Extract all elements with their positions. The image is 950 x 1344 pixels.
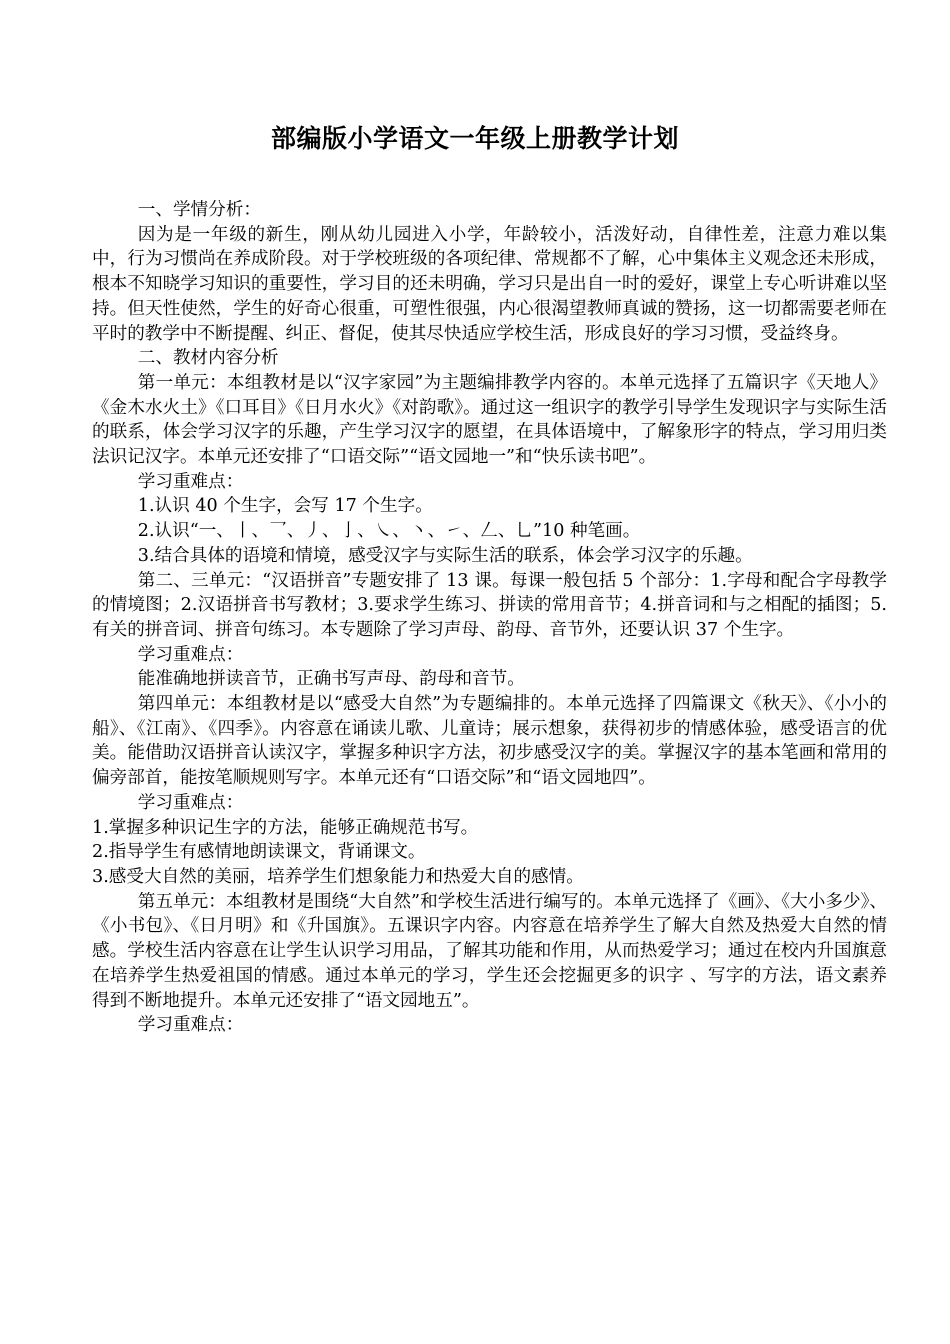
- subheading: 学习重难点：: [137, 792, 244, 813]
- paragraph: 因为是一年级的新生，刚从幼儿园进入小学，年龄较小，活泼好动，自律性差，注意力难以集中，行为习惯尚在养成阶段。对于学校班级的各项纪律、常规都不了解，心中集体主义观念还未形成，根本不知晓学习知识的重要性，学习目的还未明确，学习只是出自一时的爱好，课堂上专心听讲难以坚持。但天性使然，学生的好奇心很重，可塑性很强，内心很渴望教师真诚的赞扬，这一切都需要老师在平时的教学中不断提醒、纠正、督促，使其尽快适应学校生活，形成良好的学习习惯，受益终身。: [92, 224, 887, 344]
- paragraph: 第四单元：本组教材是以“感受大自然”为专题编排的。本单元选择了四篇课文《秋天》、《小小的船》、《江南》、《四季》。内容意在诵读儿歌、儿童诗；展示想象，获得初步的情感体验，感受语言的优美。能借助汉语拼音认读汉字，掌握多种识字方法，初步感受汉字的美。掌握汉字的基本笔画和常用的偏旁部首，能按笔顺规则写字。本单元还有“口语交际”和“语文园地四”。: [92, 694, 887, 789]
- subheading: 学习重难点：: [137, 471, 244, 492]
- subheading: 学习重难点：: [137, 1015, 244, 1036]
- paragraph: 第五单元：本组教材是围绕“大自然”和学校生活进行编写的。本单元选择了《画》、《大小多少》、《小书包》、《日月明》和《升国旗》。五课识字内容。内容意在培养学生了解大自然及热爱大自然的情感。学校生活内容意在让学生认识学习用品，了解其功能和作用，从而热爱学习；通过在校内升国旗意在培养学生热爱祖国的情感。通过本单元的学习，学生还会挖掘更多的识字 、写字的方法，语文素养得到不断地提升。本单元还安排了“语文园地五”。: [92, 891, 887, 1011]
- paragraph: 能准确地拼读音节，正确书写声母、韵母和音节。: [137, 669, 525, 690]
- list-item: 2.指导学生有感情地朗读课文，背诵课文。: [92, 842, 426, 863]
- document-body: [92, 198, 887, 1038]
- paragraph: 第一单元：本组教材是以“汉字家园”为主题编排教学内容的。本单元选择了五篇识字《天地人》《金木水火土》《口耳目》《日月水火》《对韵歌》。通过这一组识字的教学引导学生发现识字与实际生活的联系，体会学习汉字的乐趣，产生学习汉字的愿望，在具体语境中，了解象形字的特点，学习用归类法识记汉字。本单元还安排了“口语交际”“语文园地一”和“快乐读书吧”。: [92, 372, 887, 468]
- page-title: 部编版小学语文一年级上册教学计划: [270, 123, 679, 153]
- list-item: 3.结合具体的语境和情境，感受汉字与实际生活的联系，体会学习汉字的乐趣。: [137, 545, 753, 566]
- list-item: 2.认识“一、丨、乛、丿、亅、㇏、丶、㇀、𠃋、乚”10 种笔画。: [137, 521, 641, 542]
- subheading: 学习重难点：: [137, 644, 244, 665]
- section-heading: 二、教材内容分析: [137, 348, 279, 369]
- paragraph: 第二、三单元：“汉语拼音”专题安排了 13 课。每课一般包括 5 个部分：1.字母和配合字母教学的情境图；2.汉语拼音书写教材；3.要求学生练习、拼读的常用音节；4.拼音词和与之相配的插图；5.有关的拼音词、拼音句练习。本专题除了学习声母、韵母、音节外，还要认识 37 个生字。: [92, 570, 887, 640]
- list-item: 1.掌握多种识记生字的方法，能够正确规范书写。: [92, 817, 479, 838]
- section-heading: 一、学情分析：: [137, 200, 261, 220]
- list-item: 3.感受大自然的美丽，培养学生们想象能力和热爱大自的感情。: [92, 866, 584, 887]
- list-item: 1.认识 40 个生字，会写 17 个生字。: [137, 496, 433, 517]
